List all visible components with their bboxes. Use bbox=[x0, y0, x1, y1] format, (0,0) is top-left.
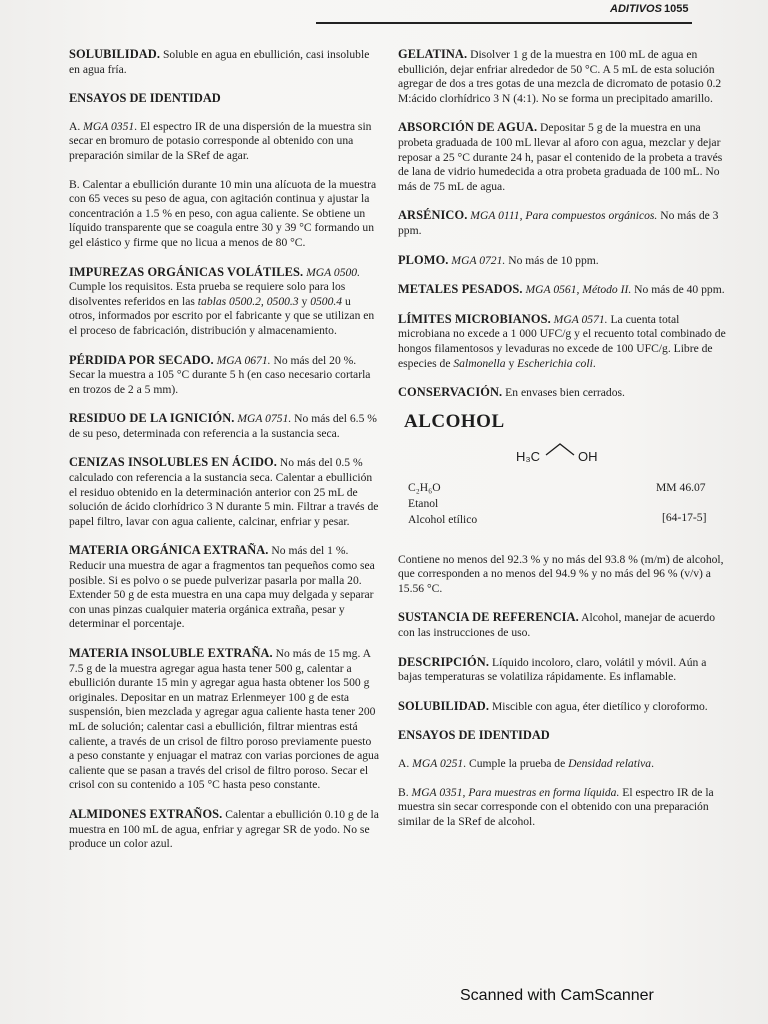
alcohol-ensayo-b-label: B. bbox=[398, 785, 412, 799]
plomo-mga: MGA 0721. bbox=[448, 253, 506, 267]
residuo-paragraph bbox=[69, 411, 379, 441]
almidones-heading: ALMIDONES EXTRAÑOS. bbox=[69, 806, 223, 821]
molecular-formula: C₂H₆O bbox=[408, 480, 441, 494]
cenizas-heading: CENIZAS INSOLUBLES EN ÁCIDO. bbox=[69, 455, 277, 470]
cenizas-paragraph bbox=[69, 455, 379, 529]
limites-paragraph bbox=[398, 312, 728, 371]
ensayo-a-label: A. bbox=[69, 119, 84, 133]
limites-ecoli: Escherichia coli bbox=[517, 356, 593, 370]
ensayos-identidad-heading: ENSAYOS DE IDENTIDAD bbox=[69, 91, 221, 106]
descripcion-text: Líquido incoloro, claro, volátil y móvil. Aún a bajas temperaturas se volatiliza rápidamente. Es inflamable. bbox=[398, 655, 707, 684]
alcohol-ensayo-a-text-1: . Cumple la prueba de bbox=[463, 757, 569, 771]
arsenico-paragraph bbox=[398, 208, 728, 238]
almidones-paragraph bbox=[69, 807, 379, 852]
gelatina-paragraph bbox=[398, 47, 728, 106]
ensayo-b-paragraph: B. Calentar a ebullición durante 10 min una alícuota de la muestra con 65 veces su peso de agua, con agitación continua y ajustar la concentración a 1.5 % en peso, con agua caliente. Se obtiene un líquido transparente que se coagula entre 30 y 39 °C formando un gel elástico y firme que no licua a menos de 80 °C. bbox=[69, 177, 377, 249]
solubilidad-text: Soluble en agua en ebullición, casi insoluble en agua fría. bbox=[69, 48, 370, 76]
impurezas-text-2: y bbox=[298, 294, 311, 308]
materia-insoluble-text: No más de 15 mg. A 7.5 g de la muestra agregar agua hasta tener 500 g, calentar a ebullición durante 15 min y agregar agua hasta obtener los 500 g originales. Depositar en un matraz Erlenmeyer 100 g de esta suspensión, bien mezclada y agregar agua caliente hasta tener 200 mL de solución; calentar casi a ebullición, filtrar mientras está caliente, a través de un crisol de filtro poroso previamente puesto a peso constante y enjuagar el matraz con varias porciones de agua caliente que se pasan a través del crisol de filtro poroso. Secar el crisol con su contenido a 105 °C hasta peso constante. bbox=[69, 647, 379, 792]
residuo-mga: MGA 0751. bbox=[234, 412, 292, 426]
perdida-mga: MGA 0671. bbox=[213, 353, 271, 367]
impurezas-text-3: u otros, informados por escrito por el fabricante y que se utilizan en el proceso de fabricación, distribución y almacenamiento. bbox=[69, 294, 375, 337]
limites-mga: MGA 0571. bbox=[550, 312, 608, 326]
impurezas-paragraph bbox=[69, 265, 379, 339]
plomo-text: No más de 10 ppm. bbox=[505, 253, 599, 267]
structure-h3c-label: H₃C bbox=[516, 448, 541, 464]
absorcion-paragraph bbox=[398, 120, 728, 194]
structure-bonds bbox=[546, 444, 574, 455]
alcohol-ensayo-a-paragraph bbox=[398, 757, 728, 772]
cas-number: [64-17-5] bbox=[662, 510, 707, 524]
limites-text-1: La cuenta total microbiana no excede a 1 000 UFC/g y el recuento total combinado de hongos filamentosos y levaduras no excede de 100 UFC/g. Libre de especies de bbox=[398, 312, 726, 370]
alcohol-ensayo-a-text-2: . bbox=[651, 757, 655, 771]
camscanner-watermark: Scanned with CamScanner bbox=[460, 987, 654, 1004]
perdida-text: No más del 20 %. Secar la muestra a 105 °C durante 5 h (en caso necesario cortarla en trozos de 2 a 5 mm). bbox=[69, 353, 371, 396]
ensayo-a-mga: MGA 0351 bbox=[83, 119, 135, 133]
alcohol-ensayo-a-mga: MGA 0251 bbox=[412, 757, 464, 771]
impurezas-mga: MGA 0500. bbox=[303, 265, 361, 279]
materia-organica-paragraph bbox=[69, 543, 379, 632]
arsenico-text: No más de 3 ppm. bbox=[398, 209, 719, 237]
alcohol-monograph-header bbox=[398, 410, 728, 543]
conservacion-paragraph bbox=[398, 385, 728, 401]
metales-mga: MGA 0561, Método II. bbox=[522, 283, 632, 297]
synonym-etanol: Etanol bbox=[408, 496, 439, 510]
solubilidad-alcohol-paragraph bbox=[398, 699, 728, 715]
running-header-section: ADITIVOS bbox=[610, 3, 662, 15]
right-column bbox=[398, 47, 728, 843]
alcohol-ensayo-a-label: A. bbox=[398, 757, 413, 771]
conservacion-text: En envases bien cerrados. bbox=[502, 386, 625, 400]
absorcion-text: Depositar 5 g de la muestra en una probeta graduada de 100 mL llevar al aforo con agua, mezclar y dejar reposar a 25 °C durante 24 h, pasar el contenido de la probeta a través de lana de vidrio humedecida a otra probeta graduada de 100 mL. No más de 75 mL de agua. bbox=[398, 121, 723, 193]
metales-heading: METALES PESADOS. bbox=[398, 282, 523, 297]
ensayo-a-text: . El espectro IR de una dispersión de la muestra sin secar en bromuro de potasio corresponde al obtenido con una preparación similar de la SRef de agar. bbox=[69, 119, 372, 162]
cenizas-text: No más del 0.5 % calculado con referencia a la sustancia seca. Calentar a ebullición el residuo obtenido en la determinación anterior con 25 mL de solución de ácido clorhídrico 3 N durante 5 min. Filtrar a través de papel filtro, lavar con agua caliente, calcinar, enfriar y pesar. bbox=[69, 456, 379, 528]
descripcion-paragraph bbox=[398, 655, 728, 685]
materia-organica-heading: MATERIA ORGÁNICA EXTRAÑA. bbox=[69, 543, 269, 558]
gelatina-text: Disolver 1 g de la muestra en 100 mL de agua en ebullición, dejar enfriar alrededor de 50 °C. A 5 mL de esta solución agregar de dos a tres gotas de una mezcla de dicromato de potasio 0.2 M:ácido clorhídrico 3 N (4:1). No se forma un precipitado amarillo. bbox=[398, 48, 722, 105]
materia-insoluble-paragraph bbox=[69, 646, 379, 793]
arsenico-mga: MGA 0111, Para compuestos orgánicos. bbox=[467, 209, 658, 223]
absorcion-heading: ABSORCIÓN DE AGUA. bbox=[398, 120, 538, 135]
perdida-heading: PÉRDIDA POR SECADO. bbox=[69, 352, 214, 367]
solubilidad-paragraph bbox=[69, 47, 379, 77]
impurezas-tablas: tablas 0500.2, 0500.3 bbox=[197, 294, 299, 308]
limites-salmonella: Salmonella bbox=[453, 356, 506, 370]
alcohol-ensayo-b-mga: MGA 0351, Para muestras en forma líquida. bbox=[411, 785, 620, 799]
structure-oh-label: OH bbox=[578, 448, 598, 464]
alcohol-ensayo-b-paragraph bbox=[398, 786, 728, 830]
residuo-text: No más del 6.5 % de su peso, determinada con referencia a la sustancia seca. bbox=[69, 412, 377, 440]
molar-mass: MM 46.07 bbox=[656, 480, 706, 494]
sustancia-text: Alcohol, manejar de acuerdo con las instrucciones de uso. bbox=[398, 611, 716, 640]
solubilidad-alcohol-heading: SOLUBILIDAD. bbox=[398, 698, 490, 713]
ensayos-identidad-alcohol-heading: ENSAYOS DE IDENTIDAD bbox=[398, 728, 550, 743]
alcohol-ensayo-a-densidad: Densidad relativa bbox=[568, 757, 652, 771]
ethanol-structure-diagram bbox=[516, 437, 606, 467]
contiene-paragraph: Contiene no menos del 92.3 % y no más del 93.8 % (m/m) de alcohol, que corresponden a no menos del 94.9 % y no más del 96 % (v/v) a 15.56 °C. bbox=[398, 552, 724, 595]
gelatina-heading: GELATINA. bbox=[398, 47, 468, 61]
conservacion-heading: CONSERVACIÓN. bbox=[398, 385, 503, 400]
ensayo-a-paragraph bbox=[69, 120, 379, 164]
limites-heading: LÍMITES MICROBIANOS. bbox=[398, 311, 551, 326]
arsenico-heading: ARSÉNICO. bbox=[398, 208, 468, 223]
header-rule bbox=[316, 22, 692, 24]
solubilidad-heading: SOLUBILIDAD. bbox=[69, 47, 161, 61]
metales-text: No más de 40 ppm. bbox=[631, 283, 725, 297]
limites-text-2: y bbox=[505, 356, 518, 370]
materia-insoluble-heading: MATERIA INSOLUBLE EXTRAÑA. bbox=[69, 646, 273, 660]
plomo-heading: PLOMO. bbox=[398, 252, 449, 267]
perdida-paragraph bbox=[69, 353, 379, 398]
impurezas-tabla-3: 0500.4 bbox=[310, 294, 343, 308]
impurezas-heading: IMPUREZAS ORGÁNICAS VOLÁTILES. bbox=[69, 264, 304, 279]
residuo-heading: RESIDUO DE LA IGNICIÓN. bbox=[69, 411, 235, 426]
page-number: 1055 bbox=[664, 3, 689, 15]
synonym-alcohol-etilico: Alcohol etílico bbox=[408, 512, 478, 526]
left-column bbox=[69, 47, 379, 866]
solubilidad-alcohol-text: Miscible con agua, éter dietílico y cloroformo. bbox=[489, 699, 708, 713]
alcohol-ensayo-b-text: El espectro IR de la muestra sin secar corresponde con el obtenido con una preparación similar de la SRef de alcohol. bbox=[398, 785, 714, 828]
sustancia-paragraph bbox=[398, 610, 728, 640]
descripcion-heading: DESCRIPCIÓN. bbox=[398, 654, 490, 669]
limites-text-3: . bbox=[592, 356, 596, 370]
impurezas-text-1: Cumple los requisitos. Esta prueba se requiere solo para los disolventes referidos en las bbox=[69, 280, 346, 308]
almidones-text: Calentar a ebullición 0.10 g de la muestra en 100 mL de agua, enfriar y agregar SR de yodo. No se produce un color azul. bbox=[69, 807, 379, 851]
plomo-paragraph bbox=[398, 253, 728, 269]
materia-organica-text: No más del 1 %. Reducir una muestra de agar a fragmentos tan pequeños como sea posible. Si es polvo o se puede pulverizar pasarla por malla 20. Extender 50 g de esta muestra en una capa muy delgada y separar con unas pinzas cualquier materia orgánica extraña, pesar y determinar el porcentaje. bbox=[69, 544, 375, 631]
sustancia-heading: SUSTANCIA DE REFERENCIA. bbox=[398, 610, 579, 625]
metales-paragraph bbox=[398, 282, 728, 298]
alcohol-title: ALCOHOL bbox=[404, 410, 505, 432]
